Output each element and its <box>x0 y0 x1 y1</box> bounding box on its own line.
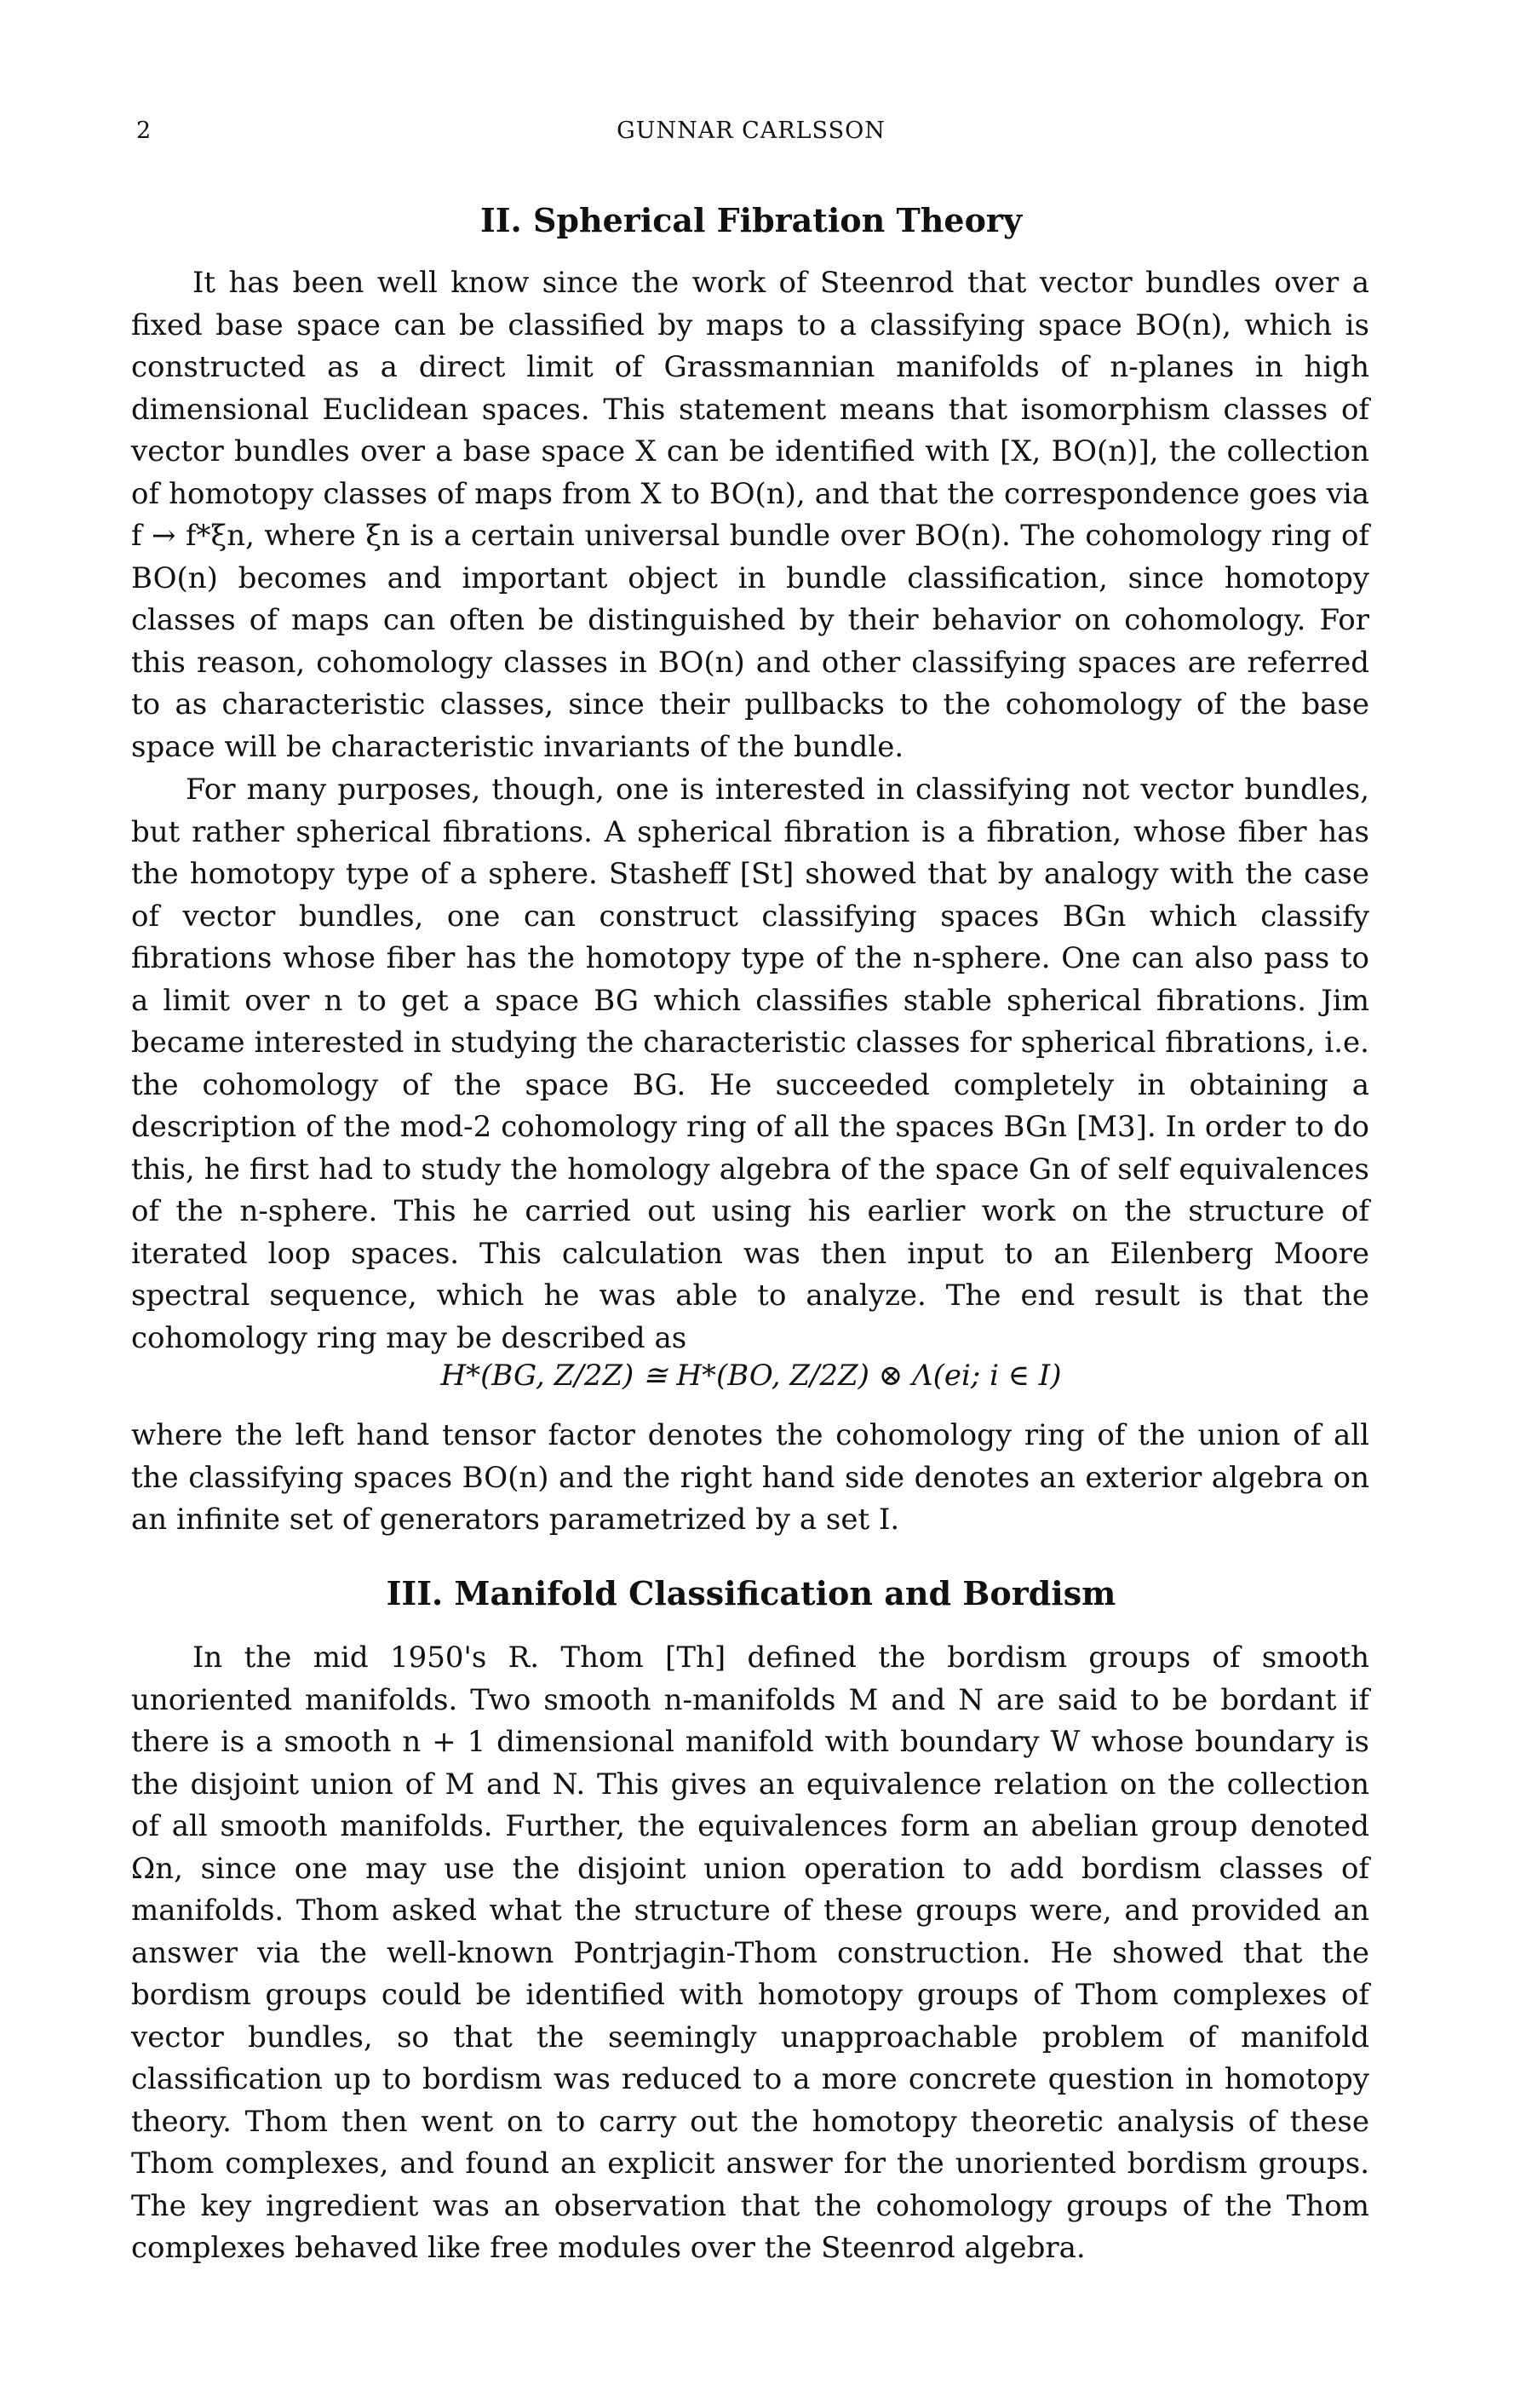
running-head: GUNNAR CARLSSON <box>617 118 886 144</box>
page-number: 2 <box>136 118 152 144</box>
paragraph-thom-bordism: In the mid 1950's R. Thom [Th] defined the bordism groups of smooth unoriented manifolds. Two smooth n-manifolds M and N are said to be bordant if there is a smooth n + 1 dimensional manifold with boundary W whose boundary is the disjoint union of M and N. This gives an equivalence relation on the collection of all smooth manifolds. Further, the equivalences form an abelian group denoted Ωn, since one may use the disjoint union operation to add bordism classes of manifolds. Thom asked what the structure of these groups were, and provided an answer via the well-known Pontrjagin-Thom construction. He showed that the bordism groups could be identified with homotopy groups of Thom complexes of vector bundles, so that the seemingly unapproachable problem of manifold classification up to bordism was reduced to a more concrete question in homotopy theory. Thom then went on to carry out the homotopy theoretic analysis of these Thom complexes, and found an explicit answer for the unoriented bordism groups. The key ingredient was an observation that the cohomology groups of the Thom complexes behaved like free modules over the Steenrod algebra. <box>131 1641 1369 2265</box>
page-header <box>136 118 1366 152</box>
section-title-manifold-classification: III. Manifold Classification and Bordism <box>386 1574 1116 1612</box>
cohomology-formula: H*(BG, Z/2Z) ≅ H*(BO, Z/2Z) ⊗ Λ(ei; i ∈ I) <box>440 1359 1062 1393</box>
paragraph-spherical-fibrations: For many purposes, though, one is interested in classifying not vector bundles, but rather spherical fibrations. A spherical fibration is a fibration, whose fiber has the homotopy type of a sphere. Stasheff [St] showed that by analogy with the case of vector bundles, one can construct classifying spaces BGn which classify fibrations whose fiber has the homotopy type of the n-sphere. One can also pass to a limit over n to get a space BG which classifies stable spherical fibrations. Jim became interested in studying the characteristic classes for spherical fibrations, i.e. the cohomology of the space BG. He succeeded completely in obtaining a description of the mod-2 cohomology ring of all the spaces BGn [M3]. In order to do this, he first had to study the homology algebra of the space Gn of self equivalences of the n-sphere. This he carried out using his earlier work on the structure of iterated loop spaces. This calculation was then input to an Eilenberg Moore spectral sequence, which he was able to analyze. The end result is that the cohomology ring may be described as <box>131 773 1369 1355</box>
paragraph-tensor-factor: where the left hand tensor factor denotes the cohomology ring of the union of all the classifying spaces BO(n) and the right hand side denotes an exterior algebra on an infinite set of generators parametrized by a set I. <box>131 1418 1369 1537</box>
section-title-spherical-fibration: II. Spherical Fibration Theory <box>479 201 1023 239</box>
paragraph-steenrod-vector-bundles: It has been well know since the work of Steenrod that vector bundles over a fixed base space can be classified by maps to a classifying space BO(n), which is constructed as a direct limit of Grassmannian manifolds of n-planes in high dimensional Euclidean spaces. This statement means that isomorphism classes of vector bundles over a base space X can be identified with [X, BO(n)], the collection of homotopy classes of maps from X to BO(n), and that the correspondence goes via f → f*ξn, where ξn is a certain universal bundle over BO(n). The cohomology ring of BO(n) becomes and important object in bundle classification, since homotopy classes of maps can often be distinguished by their behavior on cohomology. For this reason, cohomology classes in BO(n) and other classifying spaces are referred to as characteristic classes, since their pullbacks to the cohomology of the base space will be characteristic invariants of the bundle. <box>131 266 1369 764</box>
